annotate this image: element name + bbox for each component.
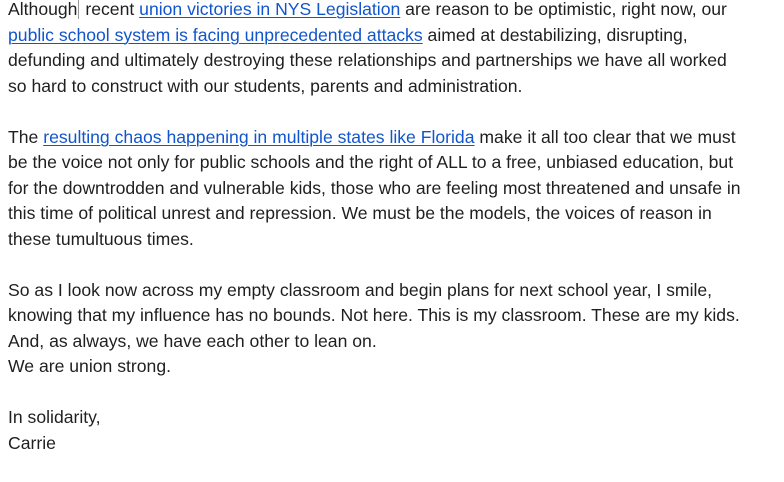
closing-signature (8, 405, 784, 456)
link-resulting-chaos-florida[interactable]: resulting chaos happening in multiple states like Florida (43, 126, 475, 147)
text-line (8, 23, 784, 49)
paragraph-union-victories (8, 0, 784, 99)
text-run: Although (8, 0, 78, 19)
text-line: so hard to construct with our students, parents and administration. (8, 75, 523, 96)
text-line: knowing that my influence has no bounds. Not here. This is my classroom. These are my kids. (8, 305, 740, 325)
text-run: aimed at destabilizing, disrupting, (422, 24, 688, 45)
text-line: for the downtrodden and vulnerable kids, those who are feeling most threatened and unsafe in (8, 177, 741, 198)
text-line: these tumultuous times. (8, 228, 194, 249)
paragraph-classroom (8, 278, 784, 380)
text-run: recent (80, 0, 140, 19)
document-body (8, 0, 784, 482)
text-line: So as I look now across my empty classroom and begin plans for next school year, I smile, (8, 279, 713, 300)
paragraph-resulting-chaos (8, 125, 784, 253)
text-line: be the voice not only for public schools and the right of ALL to a free, unbiased education, but (8, 152, 734, 172)
text-line (8, 125, 784, 151)
text-run: are reason to be optimistic, right now, our (400, 0, 727, 19)
closing-salutation: In solidarity, (8, 407, 101, 427)
text-line: this time of political unrest and repression. We must be the models, the voices of reason in (8, 203, 712, 223)
text-line (8, 0, 784, 23)
text-run: make it all too clear that we must (474, 126, 736, 147)
link-union-victories[interactable]: union victories in NYS Legislation (139, 0, 401, 19)
signature-name: Carrie (8, 432, 56, 453)
text-line: We are union strong. (8, 356, 171, 376)
text-run: The (8, 126, 44, 147)
text-line: defunding and ultimately destroying these relationships and partnerships we have all worked (8, 50, 727, 70)
link-public-school-attacks[interactable]: public school system is facing unprecedented attacks (8, 24, 423, 45)
text-line: And, as always, we have each other to lean on. (8, 330, 377, 351)
